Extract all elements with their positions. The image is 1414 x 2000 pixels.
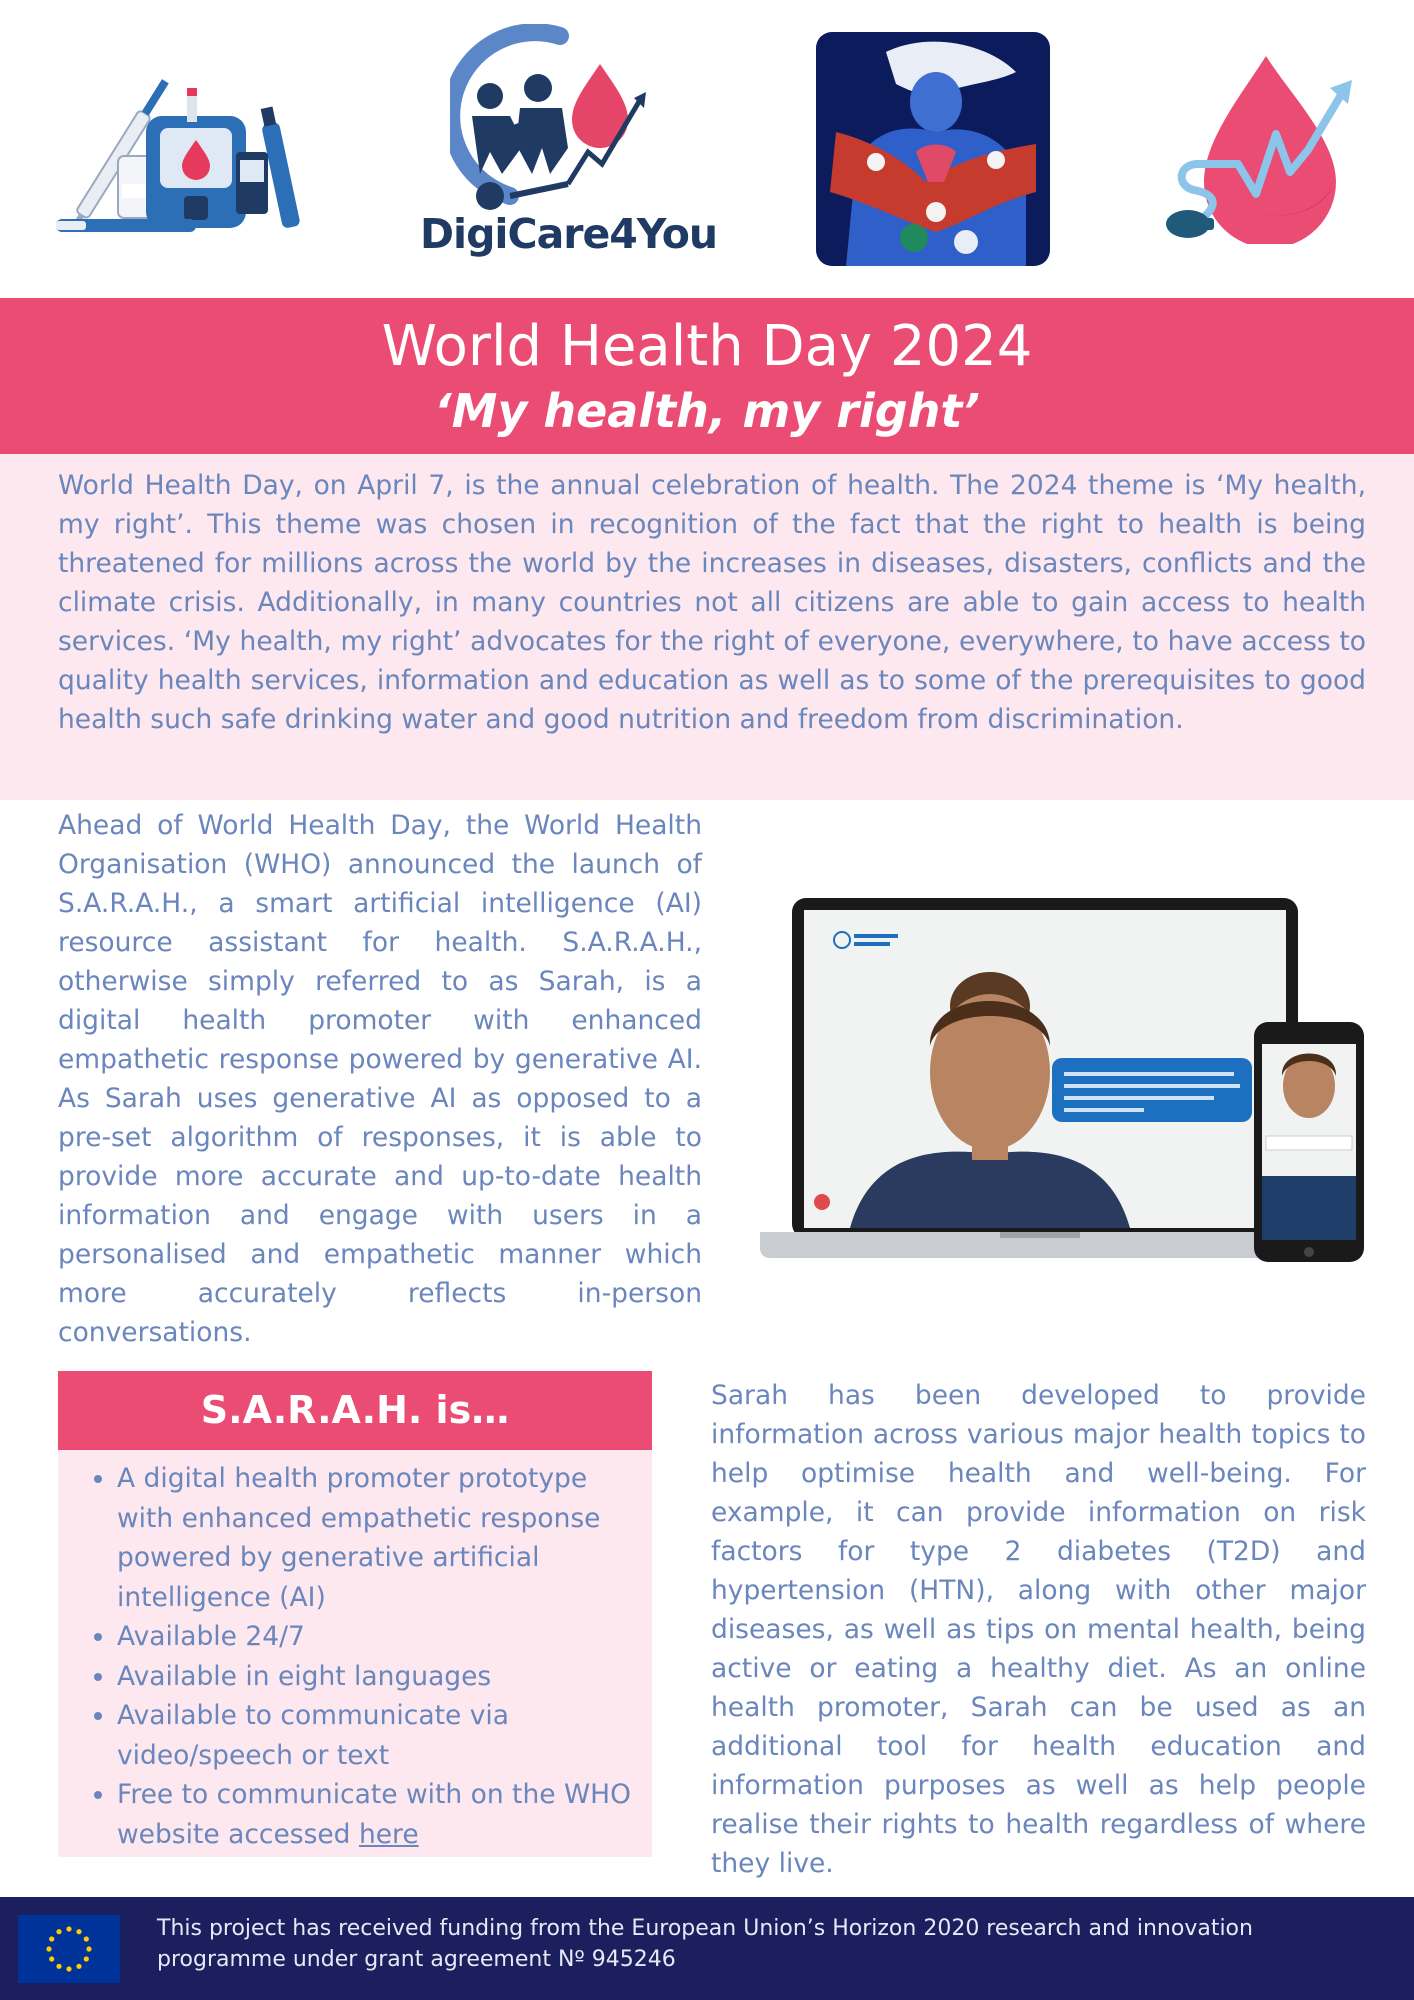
sarah-devices-image: [760, 896, 1366, 1266]
list-item-text: Free to communicate with on the WHO website accessed: [117, 1779, 631, 1850]
diabetes-kit-icon: [56, 56, 306, 246]
sarah-launch-paragraph: Ahead of World Health Day, the World Health Organisation (WHO) announced the launch of S.A.R.A.H., a smart artificial intelligence (AI) resource assistant for health. S.A.R.A.H., otherwise simply referred to as Sarah, is a digital health promoter with enhanced empathetic response powered by generative AI. As Sarah uses generative AI as opposed to a pre-set algorithm of responses, it is able to provide more accurate and up-to-date health information and engage with users in a personalised and empathetic manner which more accurately reflects in-person conversations.: [58, 810, 702, 1348]
sarah-features-box: [58, 1450, 652, 1857]
title-banner: [0, 298, 1414, 454]
list-item: [117, 1775, 647, 1854]
laptop-phone-illustration: [760, 896, 1366, 1266]
funding-footer: [0, 1897, 1414, 2000]
brand-name: DigiCare4You: [420, 210, 718, 258]
list-item: • Available 24/7: [117, 1617, 647, 1657]
digicare4you-logo: [450, 24, 670, 214]
intro-paragraph: World Health Day, on April 7, is the annual celebration of health. The 2024 theme is ‘My health, my right’. This theme was chosen in recognition of the fact that the right to health is being threatened for millions across the world by the increases in diseases, disasters, conflicts and the climate crisis. Additionally, in many countries not all citizens are able to gain access to health services. ‘My health, my right’ advocates for the right of everyone, everywhere, to have access to quality health services, information and education as well as to some of the prerequisites to good health such safe drinking water and good nutrition and freedom from discrimination.: [58, 470, 1366, 735]
sarah-box-heading: S.A.R.A.H. is…: [58, 1371, 652, 1450]
page-subtitle: ‘My health, my right’: [434, 384, 980, 438]
list-item: • A digital health promoter prototype with enhanced empathetic response powered by generative artificial intelligence (AI): [117, 1459, 647, 1617]
funding-statement: This project has received funding from the European Union’s Horizon 2020 research and innovation programme under grant agreement Nº 945246: [157, 1916, 1253, 1972]
list-item: • Available to communicate via video/speech or text: [117, 1696, 647, 1775]
eu-flag-icon: [18, 1915, 120, 1983]
sarah-topics-paragraph: Sarah has been developed to provide information across various major health topics to help optimise health and well-being. For example, it can provide information on risk factors for type 2 diabetes (T2D) and hypertension (HTN), along with other major diseases, as well as tips on mental health, being active or eating a healthy diet. As an online health promoter, Sarah can be used as an additional tool for health education and information purposes as well as help people realise their rights to health regardless of where they live.: [711, 1380, 1366, 1879]
blood-pressure-drop-icon: [1158, 54, 1358, 244]
sarah-features-list: [58, 1459, 647, 1854]
page-title: World Health Day 2024: [381, 314, 1033, 379]
illustrated-woman-artwork: [816, 32, 1050, 266]
who-website-link[interactable]: here: [358, 1818, 419, 1850]
list-item: • Available in eight languages: [117, 1657, 647, 1697]
